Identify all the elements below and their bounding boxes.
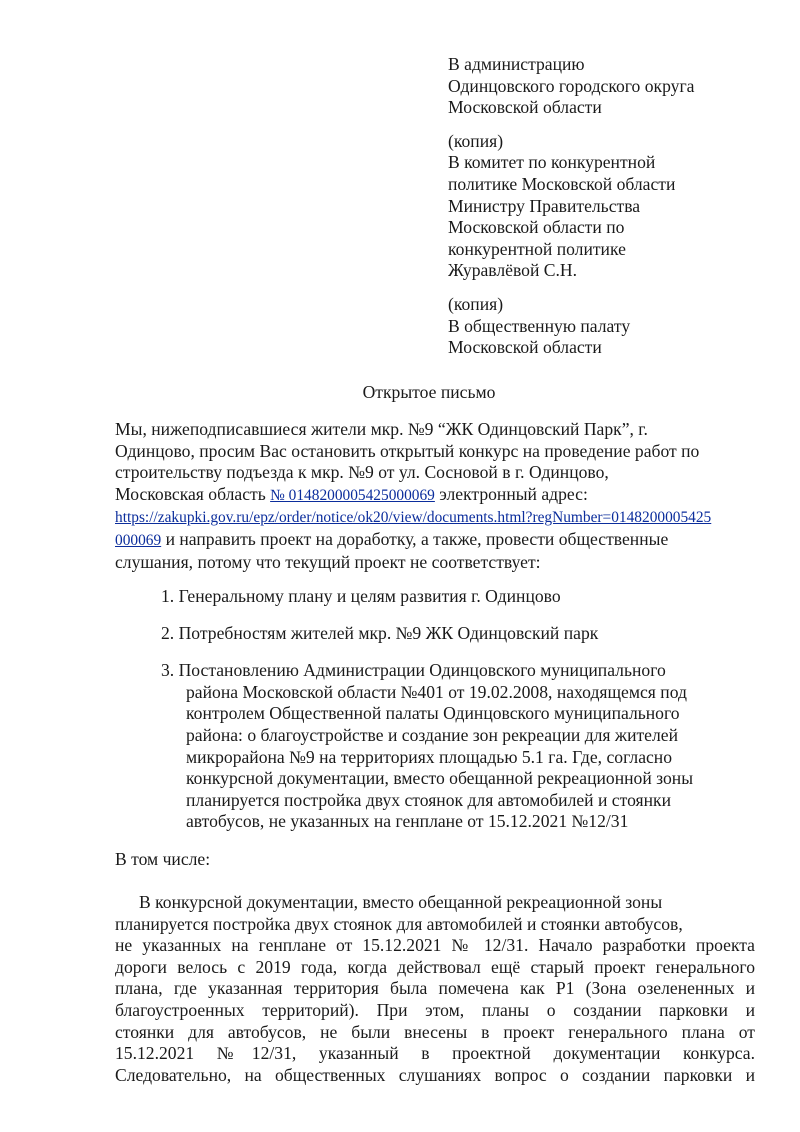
subheading: В том числе: — [115, 849, 211, 869]
addressee-line: (копия) — [448, 293, 504, 314]
list-item-text: 1. Генеральному плану и целям развития г. Одинцово — [161, 586, 561, 606]
addressee-line: конкурентной политике — [448, 238, 626, 259]
list-item-text: микрорайона №9 на территориях площадью 5.1 га. Где, согласно — [186, 746, 673, 767]
intro-line — [115, 484, 755, 507]
list-item-text: планируется постройка двух стоянок для автомобилей и стоянки — [186, 789, 671, 810]
zakupki-url-link[interactable]: https://zakupki.gov.ru/epz/order/notice/ok20/view/documents.html?regNumber=0148200005425 — [115, 509, 712, 527]
intro-line — [115, 506, 755, 529]
addressee-public-chamber — [448, 294, 768, 359]
intro-line: Мы, нижеподписавшиеся жители мкр. №9 “ЖК Одинцовский Парк”, г. — [115, 419, 648, 439]
intro-text: и направить проект на доработку, а также, провести общественные — [161, 528, 669, 549]
intro-text: электронный адрес: — [434, 483, 588, 504]
list-item-text: района: о благоустройстве и создание зон рекреации для жителей — [186, 724, 678, 745]
body-line: стоянки для автобусов, не были внесены в проект генерального плана от — [115, 1021, 755, 1042]
intro-text: Московская область — [115, 483, 271, 504]
intro-line: Одинцово, просим Вас остановить открытый конкурс на проведение работ по — [115, 440, 700, 461]
addressee-line: В общественную палату — [448, 315, 631, 336]
addressee-line: Московской области — [448, 97, 602, 118]
addressee-line: В администрацию — [448, 54, 585, 74]
intro-line: строительству подъезда к мкр. №9 от ул. Сосновой в г. Одинцово, — [115, 462, 609, 483]
addressee-line: Одинцовского городского округа — [448, 75, 695, 96]
list-item-text: 3. Постановлению Администрации Одинцовского муниципального — [161, 660, 666, 681]
body-line: дороги велось с 2019 года, когда действовал ещё старый проект генерального — [115, 956, 755, 977]
list-item-text: контролем Общественной палаты Одинцовского муниципального — [186, 703, 680, 724]
addressee-line: Московской области по — [448, 217, 625, 238]
intro-line — [115, 529, 755, 552]
list-item-text: автобусов, не указанных на генплане от 15.12.2021 №12/31 — [186, 811, 629, 832]
addressee-line: В комитет по конкурентной — [448, 152, 656, 173]
addressee-line: Журавлёвой С.Н. — [448, 260, 578, 281]
body-paragraph — [115, 892, 755, 1086]
addressee-block — [448, 54, 768, 371]
body-line: Следовательно, на общественных слушаниях вопрос о создании парковки и — [115, 1064, 755, 1085]
body-line: плана, где указанная территория была помечена как Р1 (Зона озелененных и — [115, 978, 755, 999]
intro-line: слушания, потому что текущий проект не соответствует: — [115, 551, 541, 572]
list-item — [161, 586, 761, 608]
document-title: Открытое письмо — [362, 382, 496, 402]
nonconformity-list — [161, 586, 761, 848]
tender-number-link[interactable]: № 0148200005425000069 — [270, 486, 435, 504]
body-line: планируется постройка двух стоянок для автомобилей и стоянки автобусов, — [115, 913, 683, 934]
list-item-text: района Московской области №401 от 19.02.2008, находящемся под — [186, 681, 687, 702]
body-line: В конкурсной документации, вместо обещанной рекреационной зоны — [139, 892, 663, 912]
list-item — [161, 623, 761, 645]
list-item-text: конкурсной документации, вместо обещанной рекреационной зоны — [186, 768, 694, 789]
addressee-line: (копия) — [448, 130, 504, 151]
intro-paragraph — [115, 419, 755, 573]
body-line: не указанных на генплане от 15.12.2021 № 12/31. Начало разработки проекта — [115, 935, 755, 956]
addressee-administration — [448, 54, 768, 119]
addressee-line: политике Московской области — [448, 173, 676, 194]
list-item — [161, 660, 761, 833]
addressee-competition-committee — [448, 131, 768, 282]
list-item-text: 2. Потребностям жителей мкр. №9 ЖК Одинцовский парк — [161, 623, 599, 644]
addressee-line: Московской области — [448, 337, 602, 358]
addressee-line: Министру Правительства — [448, 195, 641, 216]
body-line: 15.12.2021 №12/31, указанный в проектной документации конкурса. — [115, 1043, 755, 1064]
zakupki-url-link-continuation[interactable]: 000069 — [115, 531, 162, 549]
body-line: благоустроенных территорий). При этом, планы о создании парковки и — [115, 999, 755, 1020]
